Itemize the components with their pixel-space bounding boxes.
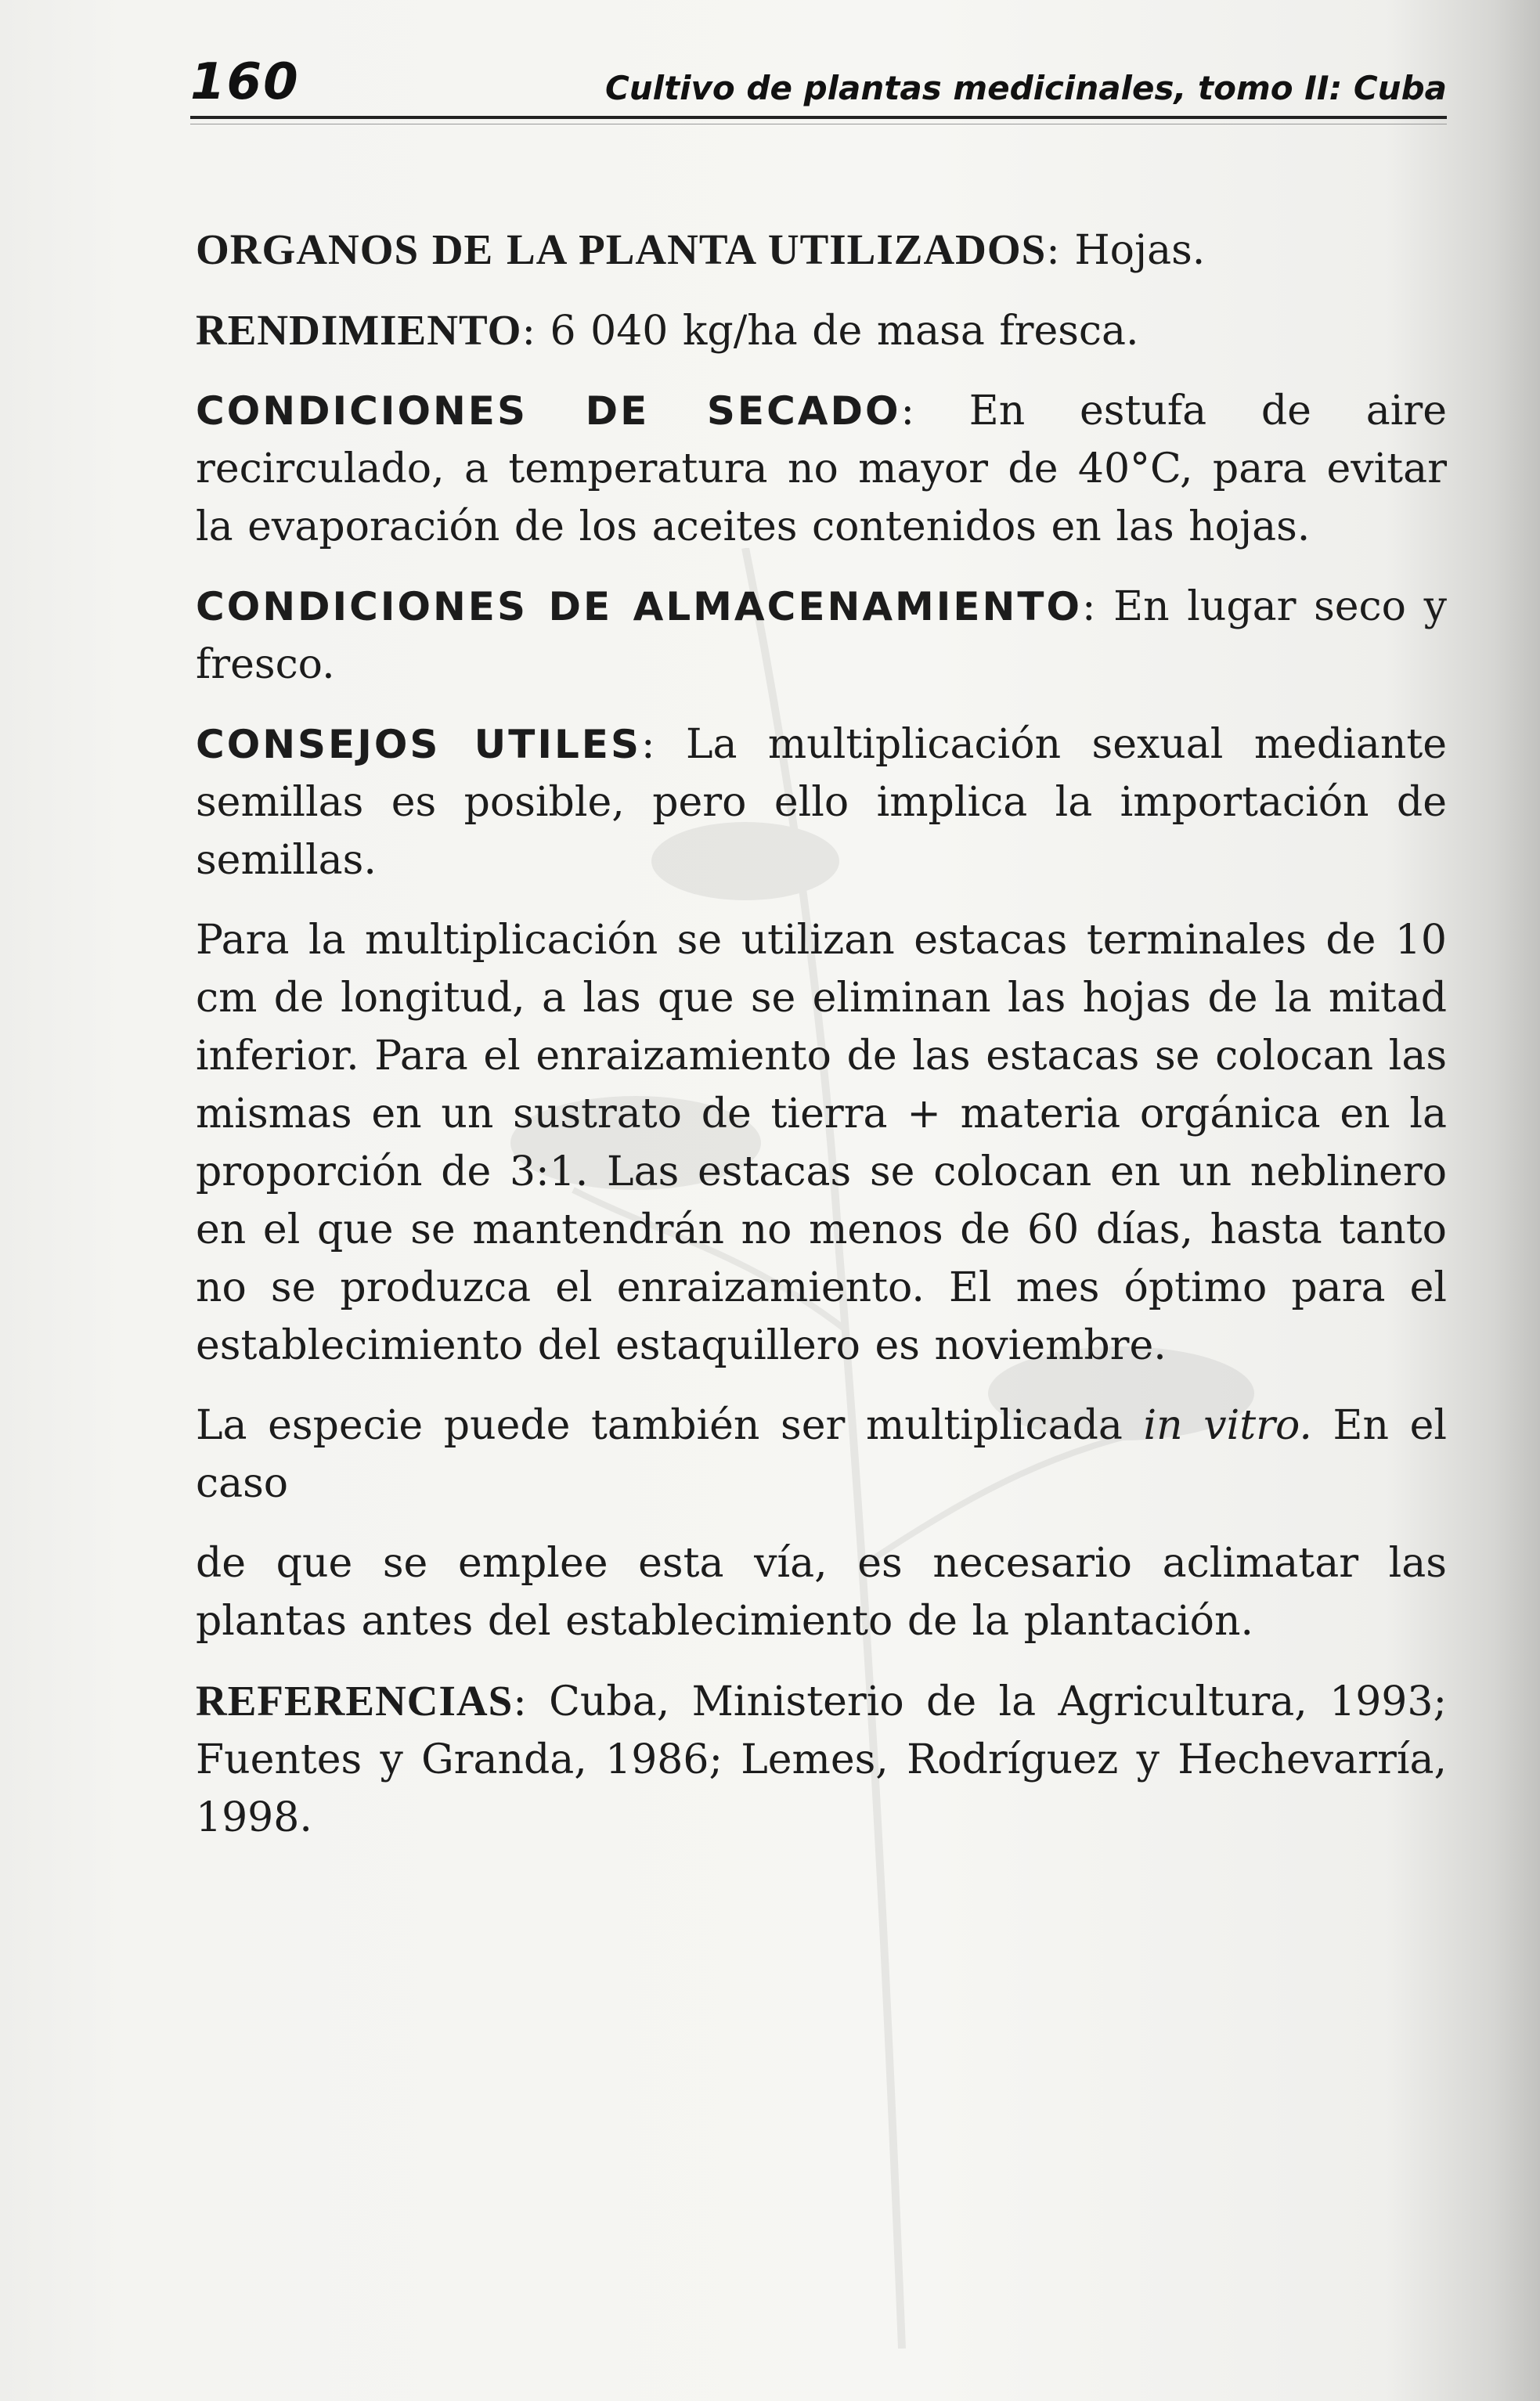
text-organos: Hojas. [1074,227,1206,274]
page-content [196,221,1447,1869]
term-organos: ORGANOS DE LA PLANTA UTILIZADOS [196,225,1047,273]
paragraph-invitro [196,1397,1447,1512]
paragraph-organos: ORGANOS DE LA PLANTA UTILIZADOS: Hojas. [196,225,1206,274]
paragraph-almacenamiento: CONDICIONES DE ALMACENAMIENTO: En lugar seco y fresco. [196,583,1447,688]
paragraph-multiplicacion: Para la multiplicación se utilizan estacas terminales de 10 cm de longitud, a las que se eliminan las hojas de la mitad inferior. Para el enraizamiento de las estacas se colocan las mismas en un sustrato de tierra + materia orgánica en la proporción de 3:1. Las estacas se colocan en un neblinero en el que se mantendrán no menos de 60 días, hasta tanto no se produzca el enraizamiento. El mes óptimo para el establecimiento del estaquillero es noviembre. [196,917,1447,1369]
paragraph-secado: CONDICIONES DE SECADO: En estufa de aire recirculado, a temperatura no mayor de 40°C, para evitar la evaporación de los aceites contenidos en las hojas. [196,388,1447,550]
text-consejos: La multiplicación sexual mediante semillas es posible, pero ello implica la importación de semillas. [196,721,1448,884]
text-invitro-italic: in vitro. [1143,1402,1312,1449]
header-rule [190,116,1447,119]
text-invitro-after: En el caso [196,1402,1448,1507]
term-almacenamiento: CONDICIONES DE ALMACENAMIENTO [196,584,1082,629]
running-title: Cultivo de plantas medicinales, tomo II: Cuba [604,69,1447,107]
term-consejos: CONSEJOS UTILES [196,722,641,767]
paragraph-aclimatar: de que se emplee esta vía, es necesario aclimatar las plantas antes del establecimiento de la plantación. [196,1540,1447,1645]
text-referencias: Cuba, Ministerio de la Agricultura, 1993; Fuentes y Granda, 1986; Lemes, Rodríguez y Hechevarría, 1998. [196,1678,1447,1841]
term-referencias: REFERENCIAS [196,1677,514,1725]
term-secado: CONDICIONES DE SECADO [196,388,901,434]
text-secado: En estufa de aire recirculado, a temperatura no mayor de 40°C, para evitar la evaporación de los aceites contenidos en las hojas. [196,388,1447,550]
text-almacenamiento: En lugar seco y fresco. [196,583,1447,688]
paragraph-rendimiento: RENDIMIENTO: 6 040 kg/ha de masa fresca. [196,306,1139,355]
text-invitro-before: La especie puede también ser multiplicada [196,1402,1123,1449]
term-rendimiento: RENDIMIENTO [196,306,522,354]
page-number: 160 [190,53,300,111]
paragraph-consejos: CONSEJOS UTILES: La multiplicación sexual mediante semillas es posible, pero ello implica la importación de semillas. [196,721,1448,884]
paragraph-referencias: REFERENCIAS: Cuba, Ministerio de la Agricultura, 1993; Fuentes y Granda, 1986; Lemes, Rodríguez y Hechevarría, 1998. [196,1677,1447,1841]
page-header [190,47,1447,117]
text-rendimiento: 6 040 kg/ha de masa fresca. [550,308,1139,355]
